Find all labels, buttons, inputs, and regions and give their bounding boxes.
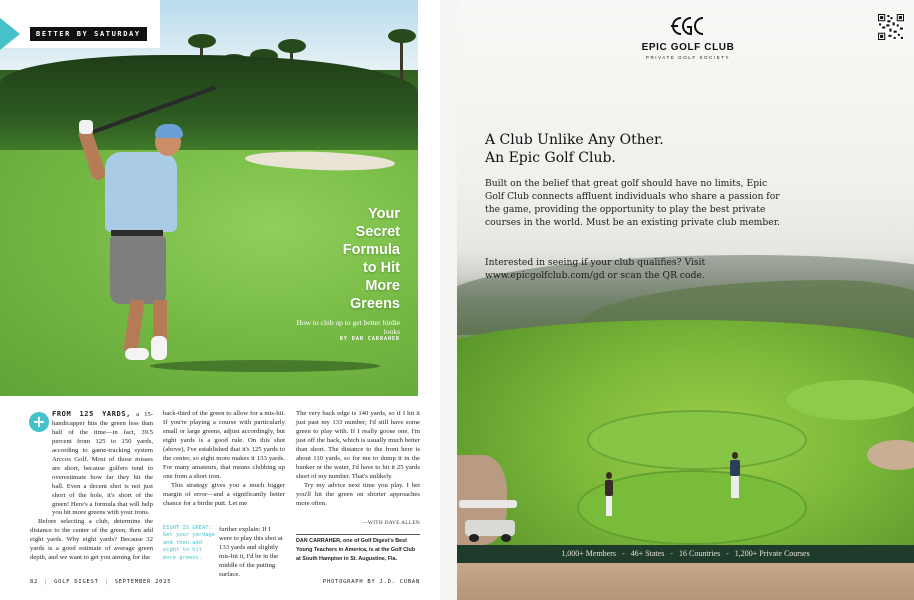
person-head (606, 472, 612, 479)
brand-name: EPIC GOLF CLUB (641, 42, 735, 53)
qr-code-icon[interactable] (878, 14, 904, 40)
paragraph: This strategy gives you a much bigger margin of error—and a significantly better chance for a birdie putt. Let me (163, 481, 285, 507)
body-column-3 (296, 410, 420, 508)
headline-line: Secret (355, 224, 400, 240)
golfer-cap (155, 124, 183, 138)
golf-shoe (151, 336, 167, 360)
putting-green (587, 410, 807, 470)
headline-line: Greens (350, 296, 400, 312)
person-legs (606, 496, 612, 516)
golfer-man (729, 452, 741, 500)
golfer-shorts (110, 236, 166, 304)
headline-line: More (365, 278, 400, 294)
person-body (730, 460, 740, 476)
cart-wheel (469, 534, 479, 542)
road (457, 560, 914, 600)
page-number: 82 (30, 579, 39, 585)
paragraph (30, 410, 153, 518)
lead-in: FROM 125 YARDS, (52, 410, 131, 418)
author-bio: DAN CARRAHER, one of Golf Digest's Best Young Teachers in America, is at the Golf Club at South Hampton in St. Augustine, Fla. (296, 538, 416, 562)
cart-roof (459, 500, 517, 508)
stat-courses: 1,200+ Private Courses (734, 549, 810, 558)
ad-call-to-action[interactable]: Interested in seeing if your club qualifies? Visit www.epicgolfclub.com/gd or scan the QR code. (485, 257, 706, 281)
kicker-triangle-icon (0, 18, 20, 50)
divider (296, 534, 420, 535)
stat-separator: - (622, 549, 625, 558)
photo-credit: PHOTOGRAPH BY J.D. CUBAN (322, 579, 420, 585)
article-headline (250, 205, 400, 313)
folio: 82 | GOLF DIGEST | SEPTEMBER 2025 (30, 579, 172, 585)
headline-line: to Hit (362, 260, 400, 276)
headline-line: Your (368, 206, 400, 222)
golfer-photo (0, 0, 418, 396)
stat-states: 46+ States (630, 549, 665, 558)
golfer-figure (75, 100, 215, 380)
golfer-woman (605, 472, 613, 516)
stat-separator: - (726, 549, 729, 558)
person-head (732, 452, 738, 459)
article-deck: How to club up to get better birdie looks (296, 318, 400, 336)
egc-logo-icon (669, 14, 707, 38)
ad-headline-line: An Epic Golf Club. (485, 150, 616, 166)
ad-headline-line: A Club Unlike Any Other. (485, 132, 664, 148)
plus-icon: + (29, 412, 49, 432)
person-body (605, 480, 613, 496)
golfer-leg (123, 299, 144, 352)
magazine-name: GOLF DIGEST (54, 579, 99, 585)
stat-separator: - (670, 549, 673, 558)
brand-tagline: PRIVATE GOLF SOCIETY (645, 55, 731, 60)
paragraph: The very back edge is 140 yards, so if I hit it just past my 133 number, I'd still have some green to play with. If I really goose one, I'm just off the back, which is usually much better than short. The distance to the front here is about 110 yards, so for me to dump it in the bunker or the water, I'd have to hit it 25 yards short of my number. That's unlikely. (296, 410, 420, 480)
putting-green (787, 380, 914, 420)
issue-date: SEPTEMBER 2025 (114, 579, 172, 585)
paragraph: back-third of the green to allow for a mis-hit. If you're playing a course with particularly small or large greens, adjust accordingly, but eight yards is a good rule. On this shot (above), I've established that it's 125 yards to the center, so eight more makes it 133 yards. For many amateurs, that means clubbing up one from a short iron. (163, 410, 285, 480)
pull-quote: EIGHT IS GREAT: Get your yardage and then add eight to hit more greens. (163, 525, 215, 561)
paragraph: Try my advice next time you play. I bet you'll hit the green on shorter approaches more often. (296, 481, 420, 507)
body-column-1 (30, 410, 153, 563)
stat-countries: 16 Countries (678, 549, 721, 558)
golf-shoe (125, 348, 149, 360)
ad-headline (485, 131, 745, 167)
epic-golf-club-ad (457, 0, 914, 600)
cart-wheel (501, 534, 511, 542)
section-kicker: BETTER BY SATURDAY (30, 27, 147, 41)
article-page (0, 0, 440, 600)
with-credit: —WITH DAVE ALLEN (362, 520, 420, 526)
stats-bar (457, 545, 914, 563)
stat-members: 1,000+ Members (561, 549, 617, 558)
body-column-2-continued: further explain: If I were to play this shot at 133 yards and slightly mis-hit it, I'd be in the middle of the putting surface. (219, 526, 283, 578)
article-byline: BY DAN CARRAHER (339, 336, 400, 342)
page-gutter (440, 0, 457, 600)
ad-body-copy: Built on the belief that great golf should have no limits, Epic Golf Club connects affluent individuals who share a passion for the game, providing the opportunity to play the best private courses in the world. Must be an existing private club member. (485, 178, 781, 228)
headline-line: Formula (342, 242, 400, 258)
body-column-2 (163, 410, 285, 508)
golfer-shirt (105, 152, 177, 232)
golf-cart (459, 500, 519, 542)
person-legs (731, 476, 739, 498)
golf-glove (79, 120, 93, 134)
paragraph-text: a 15-handicapper hits the green less than half of the time—in fact, 39.5 percent from 125 to 150 yards, according to game-tracking system Arccos Golf. Most of those misses are short, because golfers tend to overestimate how far they hit the ball. Even a decent shot is not just short of the hole, it's short of the green! Here's a formula that will help you hit more greens with your irons. (52, 411, 154, 517)
paragraph: Before selecting a club, determine the distance to the center of the green, then add eight yards. Why eight yards? Because 32 yards is a good estimate of average green depth, and we want to get you aiming for the (30, 518, 153, 562)
